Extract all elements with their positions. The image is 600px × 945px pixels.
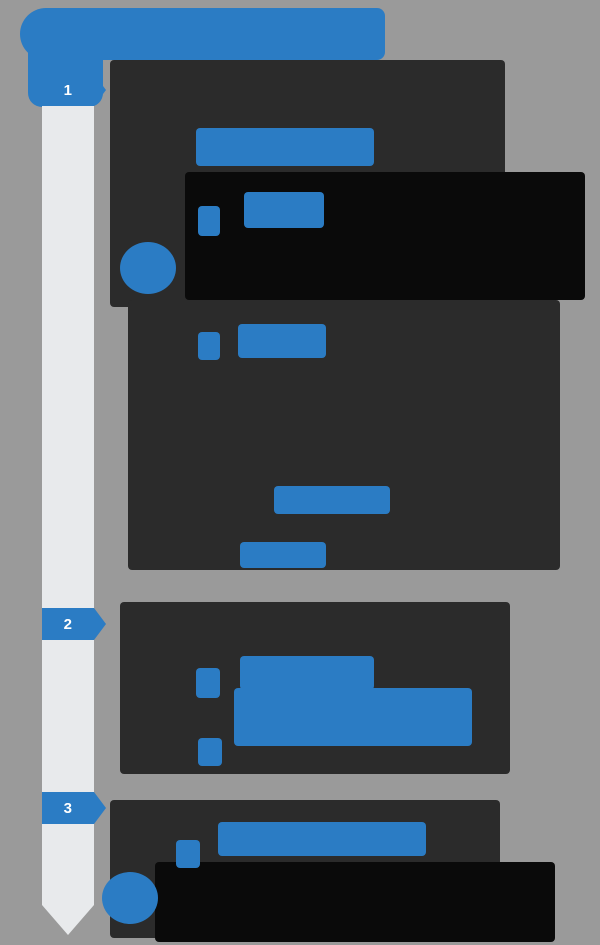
step-rail-arrow-tip [42,905,94,935]
step-2-number: 2 [63,615,73,633]
step-3-badge-notch [94,792,106,824]
step-3-badge [42,792,94,824]
step-2-bullet-dot-2 [198,738,222,766]
step-1-panel-shadow [185,172,585,300]
step-1-tag-bar [240,542,326,568]
step-1-bullet-dot [198,206,220,236]
step-1-secondary-dot [198,332,220,360]
step-2-bullet-dot [196,668,220,698]
step-3-number: 3 [63,799,73,817]
step-1-badge [42,74,94,106]
step-3-circle-marker [102,872,158,924]
step-1-badge-notch [94,74,106,106]
step-3-panel-shadow [155,862,555,942]
step-2-highlight-bar [240,656,374,690]
step-1-link-bar [274,486,390,514]
step-3-heading-bar [218,822,426,856]
step-3-bullet-dot [176,840,200,868]
step-2-badge-notch [94,608,106,640]
step-1-number: 1 [63,81,73,99]
step-1-secondary-bar [238,324,326,358]
step-3-label [0,0,1,1]
step-2-badge [42,608,94,640]
step-1-panel-lower [128,300,560,570]
step-1-circle-marker [120,242,176,294]
step-rail [42,100,94,905]
step-1-sub-bar [244,192,324,228]
step-2-wide-bar [234,688,472,746]
step-1-heading-bar [196,128,374,166]
